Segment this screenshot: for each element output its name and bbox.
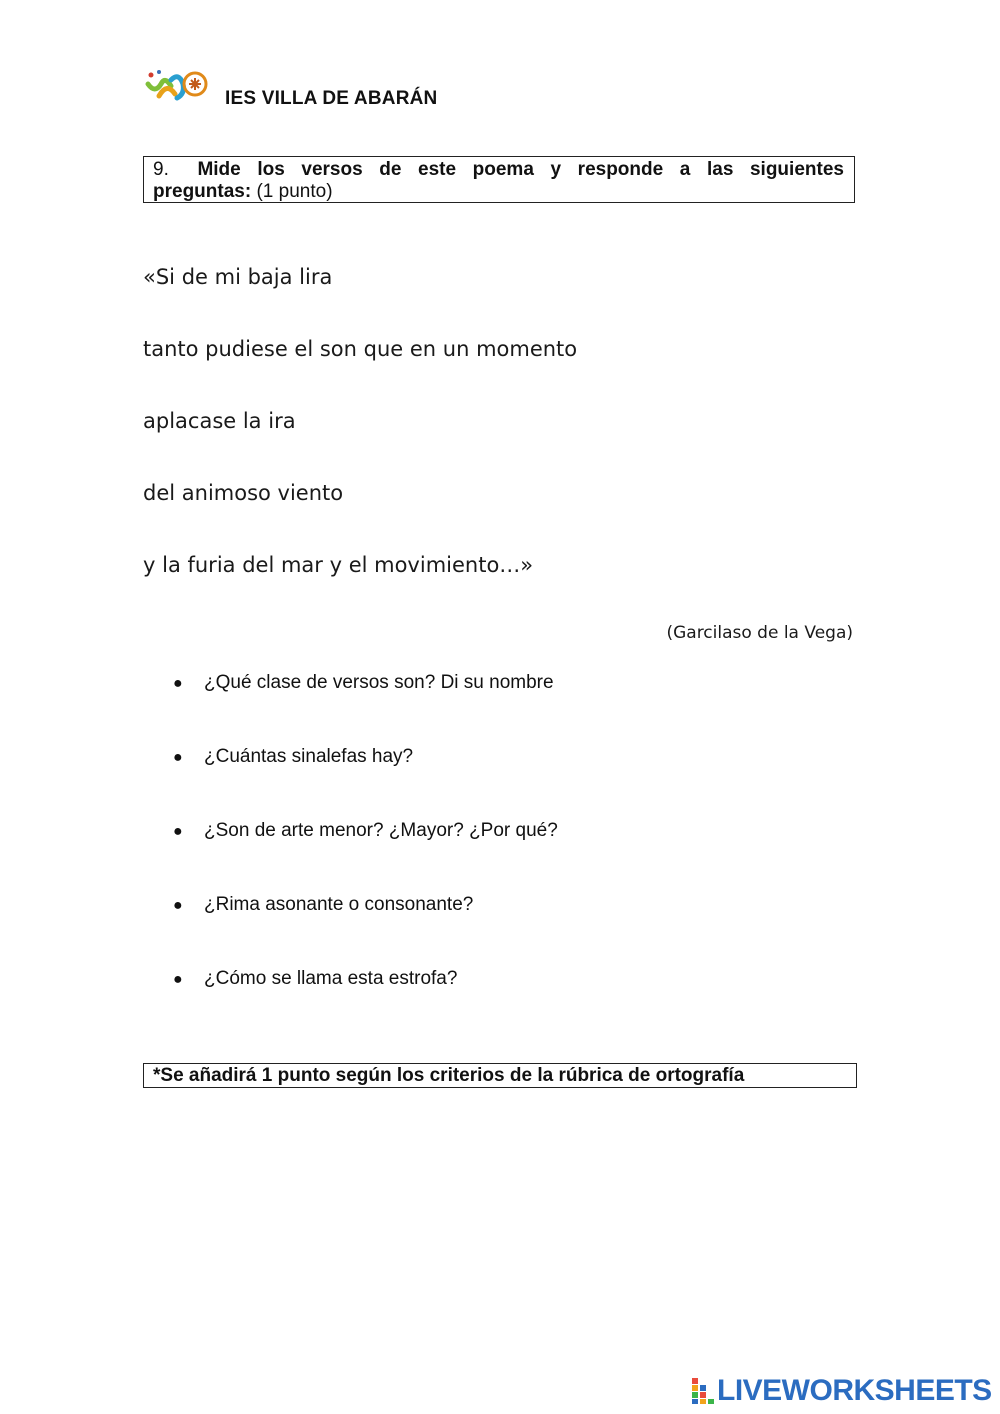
question-text: ¿Son de arte menor? ¿Mayor? ¿Por qué? (204, 820, 558, 841)
bullet-icon: ● (173, 823, 183, 840)
question-text: ¿Rima asonante o consonante? (204, 894, 474, 915)
question-box (143, 156, 855, 203)
list-item (173, 820, 558, 842)
poem-line: y la furia del mar y el movimiento…» (143, 553, 534, 577)
question-number: 9. (153, 159, 169, 180)
question-word: Mide (197, 159, 241, 180)
liveworksheets-watermark[interactable] (692, 1374, 992, 1408)
poem-author: (Garcilaso de la Vega) (666, 623, 853, 643)
list-item (173, 894, 473, 916)
poem-line: aplacase la ira (143, 409, 296, 433)
question-word: siguientes (749, 159, 844, 180)
list-item (173, 968, 457, 990)
question-text: ¿Cuántas sinalefas hay? (204, 746, 414, 767)
bullet-icon: ● (173, 971, 183, 988)
school-logo-icon (145, 66, 211, 106)
school-name: IES VILLA DE ABARÁN (225, 88, 438, 109)
question-word: y (550, 159, 562, 180)
question-title-line1 (153, 159, 844, 181)
poem-line: tanto pudiese el son que en un momento (143, 337, 578, 361)
question-text: ¿Cómo se llama esta estrofa? (204, 968, 458, 989)
question-word: poema (472, 159, 534, 180)
list-item (173, 672, 554, 694)
list-item (173, 746, 413, 768)
bullet-icon: ● (173, 897, 183, 914)
bullet-icon: ● (173, 675, 183, 692)
watermark-text: LIVEWORKSHEETS (717, 1374, 992, 1407)
question-title-bold: preguntas: (153, 181, 252, 202)
grading-note: *Se añadirá 1 punto según los criterios de la rúbrica de ortografía (143, 1063, 857, 1088)
question-word: responde (577, 159, 664, 180)
question-text: ¿Qué clase de versos son? Di su nombre (204, 672, 554, 693)
question-word: de (379, 159, 402, 180)
poem-line: «Si de mi baja lira (143, 265, 333, 289)
question-word: este (418, 159, 457, 180)
question-word: versos (301, 159, 363, 180)
liveworksheets-logo-icon (692, 1378, 714, 1404)
question-word: a (679, 159, 691, 180)
question-points: (1 punto) (256, 181, 333, 202)
question-word: las (706, 159, 734, 180)
bullet-icon: ● (173, 749, 183, 766)
question-title-line2 (153, 181, 844, 203)
poem-line: del animoso viento (143, 481, 344, 505)
question-word: los (257, 159, 285, 180)
